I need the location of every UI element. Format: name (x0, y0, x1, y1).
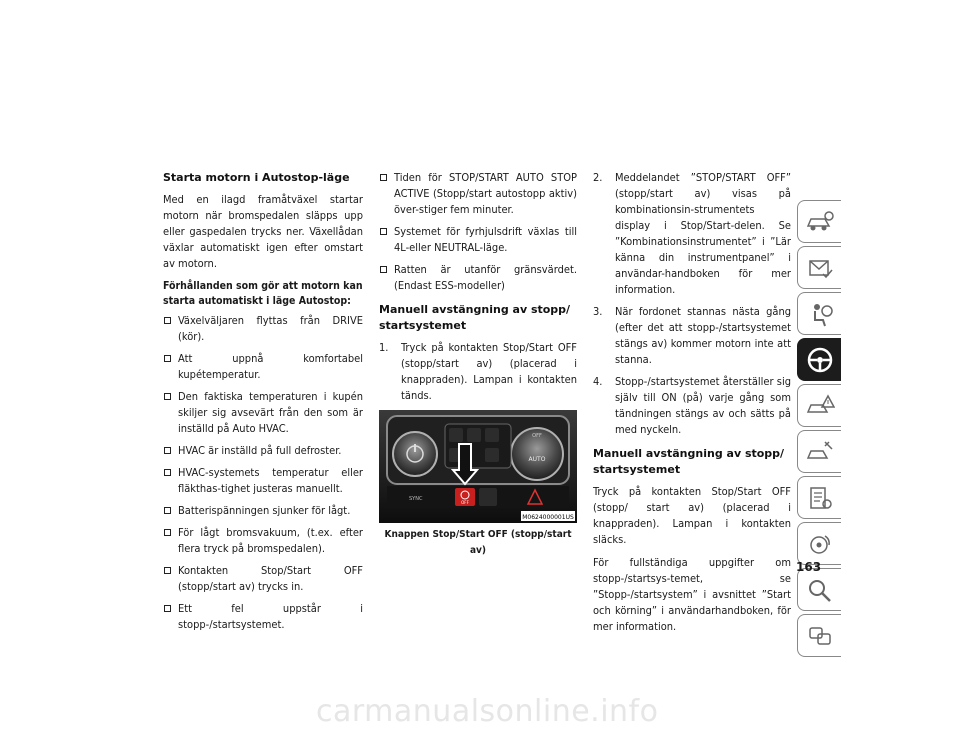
car-info-icon (805, 208, 835, 236)
radio-multimedia-icon (805, 530, 835, 558)
car-specs-icon (805, 484, 835, 512)
checkbox-bullet-icon (164, 447, 171, 454)
tab-index[interactable] (797, 568, 841, 611)
conditions-list-continued (379, 170, 577, 294)
steps-list-continued (593, 170, 791, 438)
list-item: 4. Stopp-/startsystemet återställer sig själv till ON (på) varje gång som tändningen stängs av och sätts på med nyckeln. (593, 375, 791, 436)
airbag-seat-icon (805, 300, 835, 328)
column-left (163, 170, 363, 639)
checkbox-bullet-icon (164, 355, 171, 362)
list-item: HVAC-systemets temperatur eller fläkthas-tighet justeras manuellt. (163, 465, 363, 497)
list-item: 3. När fordonet stannas nästa gång (efter det att stopp-/startsystemet stängs av) kommer motorn inte att stanna. (593, 305, 791, 366)
car-service-icon (805, 438, 835, 466)
tab-languages[interactable] (797, 614, 841, 657)
search-index-icon (805, 576, 835, 604)
tab-specifications[interactable] (797, 476, 841, 519)
languages-icon (805, 622, 835, 650)
checkbox-bullet-icon (380, 174, 387, 181)
tab-emergency[interactable] (797, 384, 841, 427)
list-item: Tiden för STOP/START AUTO STOP ACTIVE (Stopp/start autostopp aktiv) över-stiger fem minuter. (379, 170, 577, 218)
list-item: 1. Tryck på kontakten Stop/Start OFF (stopp/start av) (placerad i knappraden). Lampan i kontakten tänds. (379, 341, 577, 402)
car-hazard-icon (805, 392, 835, 420)
section-heading-manual-off-2: Manuell avstängning av stopp/ startsystemet (593, 447, 785, 476)
figure-code: M0624000001US (522, 514, 574, 521)
dashboard-panel-illustration (379, 410, 577, 523)
section-heading-manual-off: Manuell avstängning av stopp/ startsystemet (379, 303, 571, 332)
checkbox-bullet-icon (380, 228, 387, 235)
checkbox-bullet-icon (164, 469, 171, 476)
list-item: 2. Meddelandet ”STOP/START OFF” (stopp/start av) visas på kombinationsin-strumentets display i Stop/Start-delen. Se ”Kombinationsinstrumentet” i ”Lär känna din instrumentpanel” i användar-handboken för mer information. (593, 171, 791, 296)
conditions-list (163, 313, 363, 633)
checkbox-bullet-icon (164, 317, 171, 324)
list-item: HVAC är inställd på full defroster. (163, 443, 363, 459)
envelope-check-icon (805, 254, 835, 282)
stop-start-off-label: OFF (461, 500, 469, 505)
checkbox-bullet-icon (164, 529, 171, 536)
figure-caption: Knappen Stop/Start OFF (stopp/start av) (384, 529, 572, 556)
list-item: Växelväljaren flyttas från DRIVE (kör). (163, 313, 363, 345)
tab-service[interactable] (797, 430, 841, 473)
list-item: Den faktiska temperaturen i kupén skiljer sig avsevärt från den som är inställd på Auto HVAC. (163, 389, 363, 437)
section-heading-autostop-start: Starta motorn i Autostop-läge (163, 171, 350, 184)
checkbox-bullet-icon (164, 507, 171, 514)
column-middle (379, 170, 577, 559)
auto-label: AUTO (528, 456, 546, 463)
list-item: Ratten är utanför gränsvärdet. (Endast ESS-modeller) (379, 262, 577, 294)
steering-wheel-icon (805, 346, 835, 374)
list-item: Ett fel uppstår i stopp-/startsystemet. (163, 601, 363, 633)
reactivate-paragraph: Tryck på kontakten Stop/Start OFF (stopp/ start av) (placerad i knappraden). Lampan i kontakten släcks. (593, 485, 791, 546)
tab-multimedia[interactable] (797, 522, 841, 565)
checkbox-bullet-icon (164, 393, 171, 400)
list-item: Batterispänningen sjunker för lågt. (163, 503, 363, 519)
list-item: Systemet för fyrhjulsdrift växlas till 4L-eller NEUTRAL-läge. (379, 224, 577, 256)
tab-car-info[interactable] (797, 200, 841, 243)
sync-label: SYNC (409, 496, 423, 502)
chapter-tabs (797, 200, 841, 660)
stop-start-button-photo (379, 410, 577, 523)
checkbox-bullet-icon (164, 567, 171, 574)
checkbox-bullet-icon (164, 605, 171, 612)
watermark: carmanualsonline.info (316, 694, 659, 729)
page-number: 163 (796, 560, 822, 574)
tab-warranty[interactable] (797, 246, 841, 289)
reference-paragraph: För fullständiga uppgifter om stopp-/startsys-temet, se ”Stopp-/startsystem” i avsnittet ”Start och körning” i användarhandboken, för mer information. (593, 556, 791, 633)
off-label: OFF (532, 433, 542, 439)
list-item: Kontakten Stop/Start OFF (stopp/start av) trycks in. (163, 563, 363, 595)
steps-list (379, 340, 577, 404)
intro-paragraph: Med en ilagd framåtväxel startar motorn när bromspedalen släpps upp eller gaspedalen trycks ner. Växellådan växlar automatiskt igen efter omstart av motorn. (163, 193, 363, 270)
conditions-subheading: Förhållanden som gör att motorn kan starta automatiskt i läge Autostop: (163, 280, 363, 307)
column-right (593, 170, 791, 642)
list-item: För lågt bromsvakuum, (t.ex. efter flera tryck på bromspedalen). (163, 525, 363, 557)
checkbox-bullet-icon (380, 266, 387, 273)
tab-starting-driving[interactable] (797, 338, 841, 381)
list-item: Att uppnå komfortabel kupétemperatur. (163, 351, 363, 383)
tab-safety[interactable] (797, 292, 841, 335)
